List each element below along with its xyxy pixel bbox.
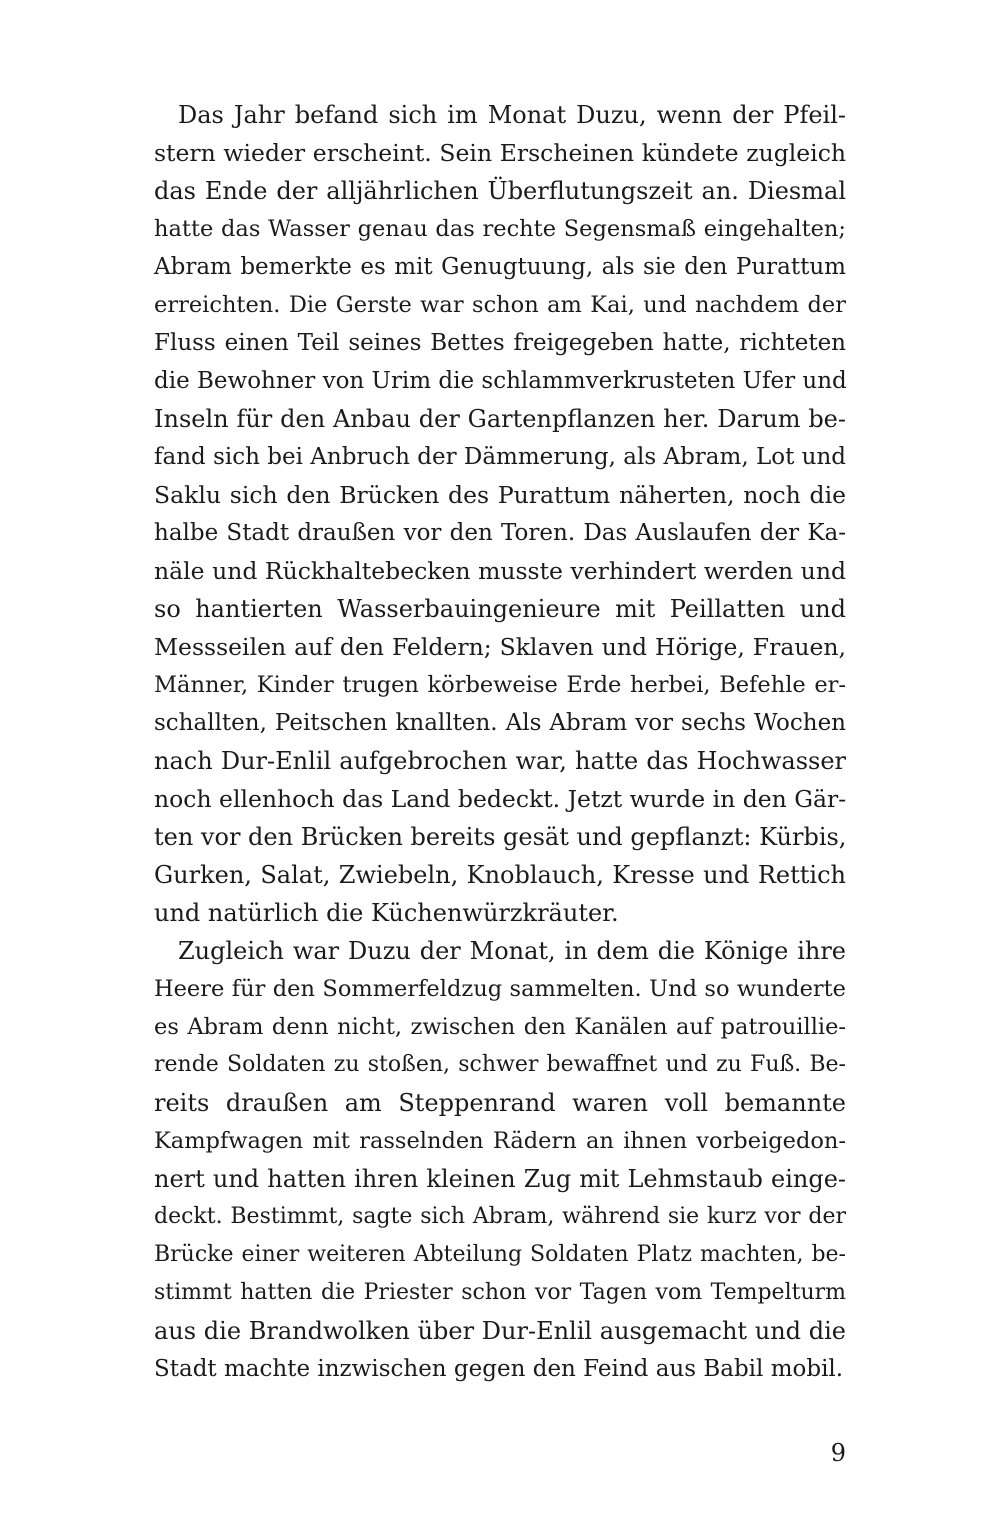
- text-line: es Abram denn nicht, zwischen den Kanälen auf patrouillie-: [154, 1014, 846, 1040]
- text-line: deckt. Bestimmt, sagte sich Abram, während sie kurz vor der: [154, 1204, 846, 1229]
- text-line: erreichten. Die Gerste war schon am Kai, und nachdem der: [154, 292, 846, 318]
- text-line: stern wieder erscheint. Sein Erscheinen kündete zugleich: [154, 139, 846, 167]
- text-line: halbe Stadt draußen vor den Toren. Das Auslaufen der Ka-: [154, 520, 846, 546]
- text-line: hatte das Wasser genau das rechte Segensmaß eingehalten;: [154, 216, 846, 242]
- text-line: das Ende der alljährlichen Überflutungszeit an. Diesmal: [154, 177, 846, 205]
- text-line: Kampfwagen mit rasselnden Rädern an ihnen vorbeigedon-: [154, 1128, 846, 1154]
- text-line: nach Dur-Enlil aufgebrochen war, hatte das Hochwasser: [154, 747, 846, 775]
- text-line: Männer, Kinder trugen körbeweise Erde herbei, Befehle er-: [154, 672, 846, 698]
- text-line: Das Jahr befand sich im Monat Duzu, wenn der Pfeil-: [178, 101, 846, 129]
- body-text: [154, 96, 846, 1388]
- text-line: Heere für den Sommerfeldzug sammelten. Und so wunderte: [154, 976, 846, 1002]
- text-line: Saklu sich den Brücken des Purattum näherten, noch die: [154, 481, 846, 509]
- text-line: Stadt machte inzwischen gegen den Feind aus Babil mobil.: [154, 1356, 844, 1382]
- text-line: schallten, Peitschen knallten. Als Abram vor sechs Wochen: [154, 710, 846, 736]
- text-line: aus die Brandwolken über Dur-Enlil ausgemacht und die: [154, 1317, 846, 1345]
- text-line: Inseln für den Anbau der Gartenpflanzen her. Darum be-: [154, 405, 846, 433]
- text-line: ten vor den Brücken bereits gesät und gepflanzt: Kürbis,: [154, 823, 847, 851]
- text-line: reits draußen am Steppenrand waren voll bemannte: [154, 1089, 846, 1117]
- text-line: Fluss einen Teil seines Bettes freigegeben hatte, richteten: [154, 330, 846, 356]
- text-line: nert und hatten ihren kleinen Zug mit Lehmstaub einge-: [154, 1165, 846, 1193]
- text-line: stimmt hatten die Priester schon vor Tagen vom Tempelturm: [154, 1280, 846, 1305]
- text-line: fand sich bei Anbruch der Dämmerung, als Abram, Lot und: [154, 444, 846, 470]
- text-line: Messseilen auf den Feldern; Sklaven und Hörige, Frauen,: [154, 633, 846, 661]
- text-line: Zugleich war Duzu der Monat, in dem die Könige ihre: [178, 937, 846, 965]
- text-line: die Bewohner von Urim die schlammverkrusteten Ufer und: [154, 368, 847, 394]
- paragraph-2: [154, 932, 846, 1388]
- text-line: Abram bemerkte es mit Genugtuung, als sie den Purattum: [154, 254, 846, 280]
- text-line: rende Soldaten zu stoßen, schwer bewaffnet und zu Fuß. Be-: [154, 1052, 846, 1077]
- text-line: so hantierten Wasserbauingenieure mit Peillatten und: [154, 595, 846, 623]
- text-line: und natürlich die Küchenwürzkräuter.: [154, 899, 619, 927]
- paragraph-1: [154, 96, 846, 932]
- text-line: Gurken, Salat, Zwiebeln, Knoblauch, Kresse und Rettich: [154, 861, 846, 889]
- text-line: näle und Rückhaltebecken musste verhindert werden und: [154, 557, 846, 585]
- page-number: 9: [830, 1439, 846, 1467]
- text-line: noch ellenhoch das Land bedeckt. Jetzt wurde in den Gär-: [154, 785, 847, 813]
- text-line: Brücke einer weiteren Abteilung Soldaten Platz machten, be-: [154, 1242, 846, 1267]
